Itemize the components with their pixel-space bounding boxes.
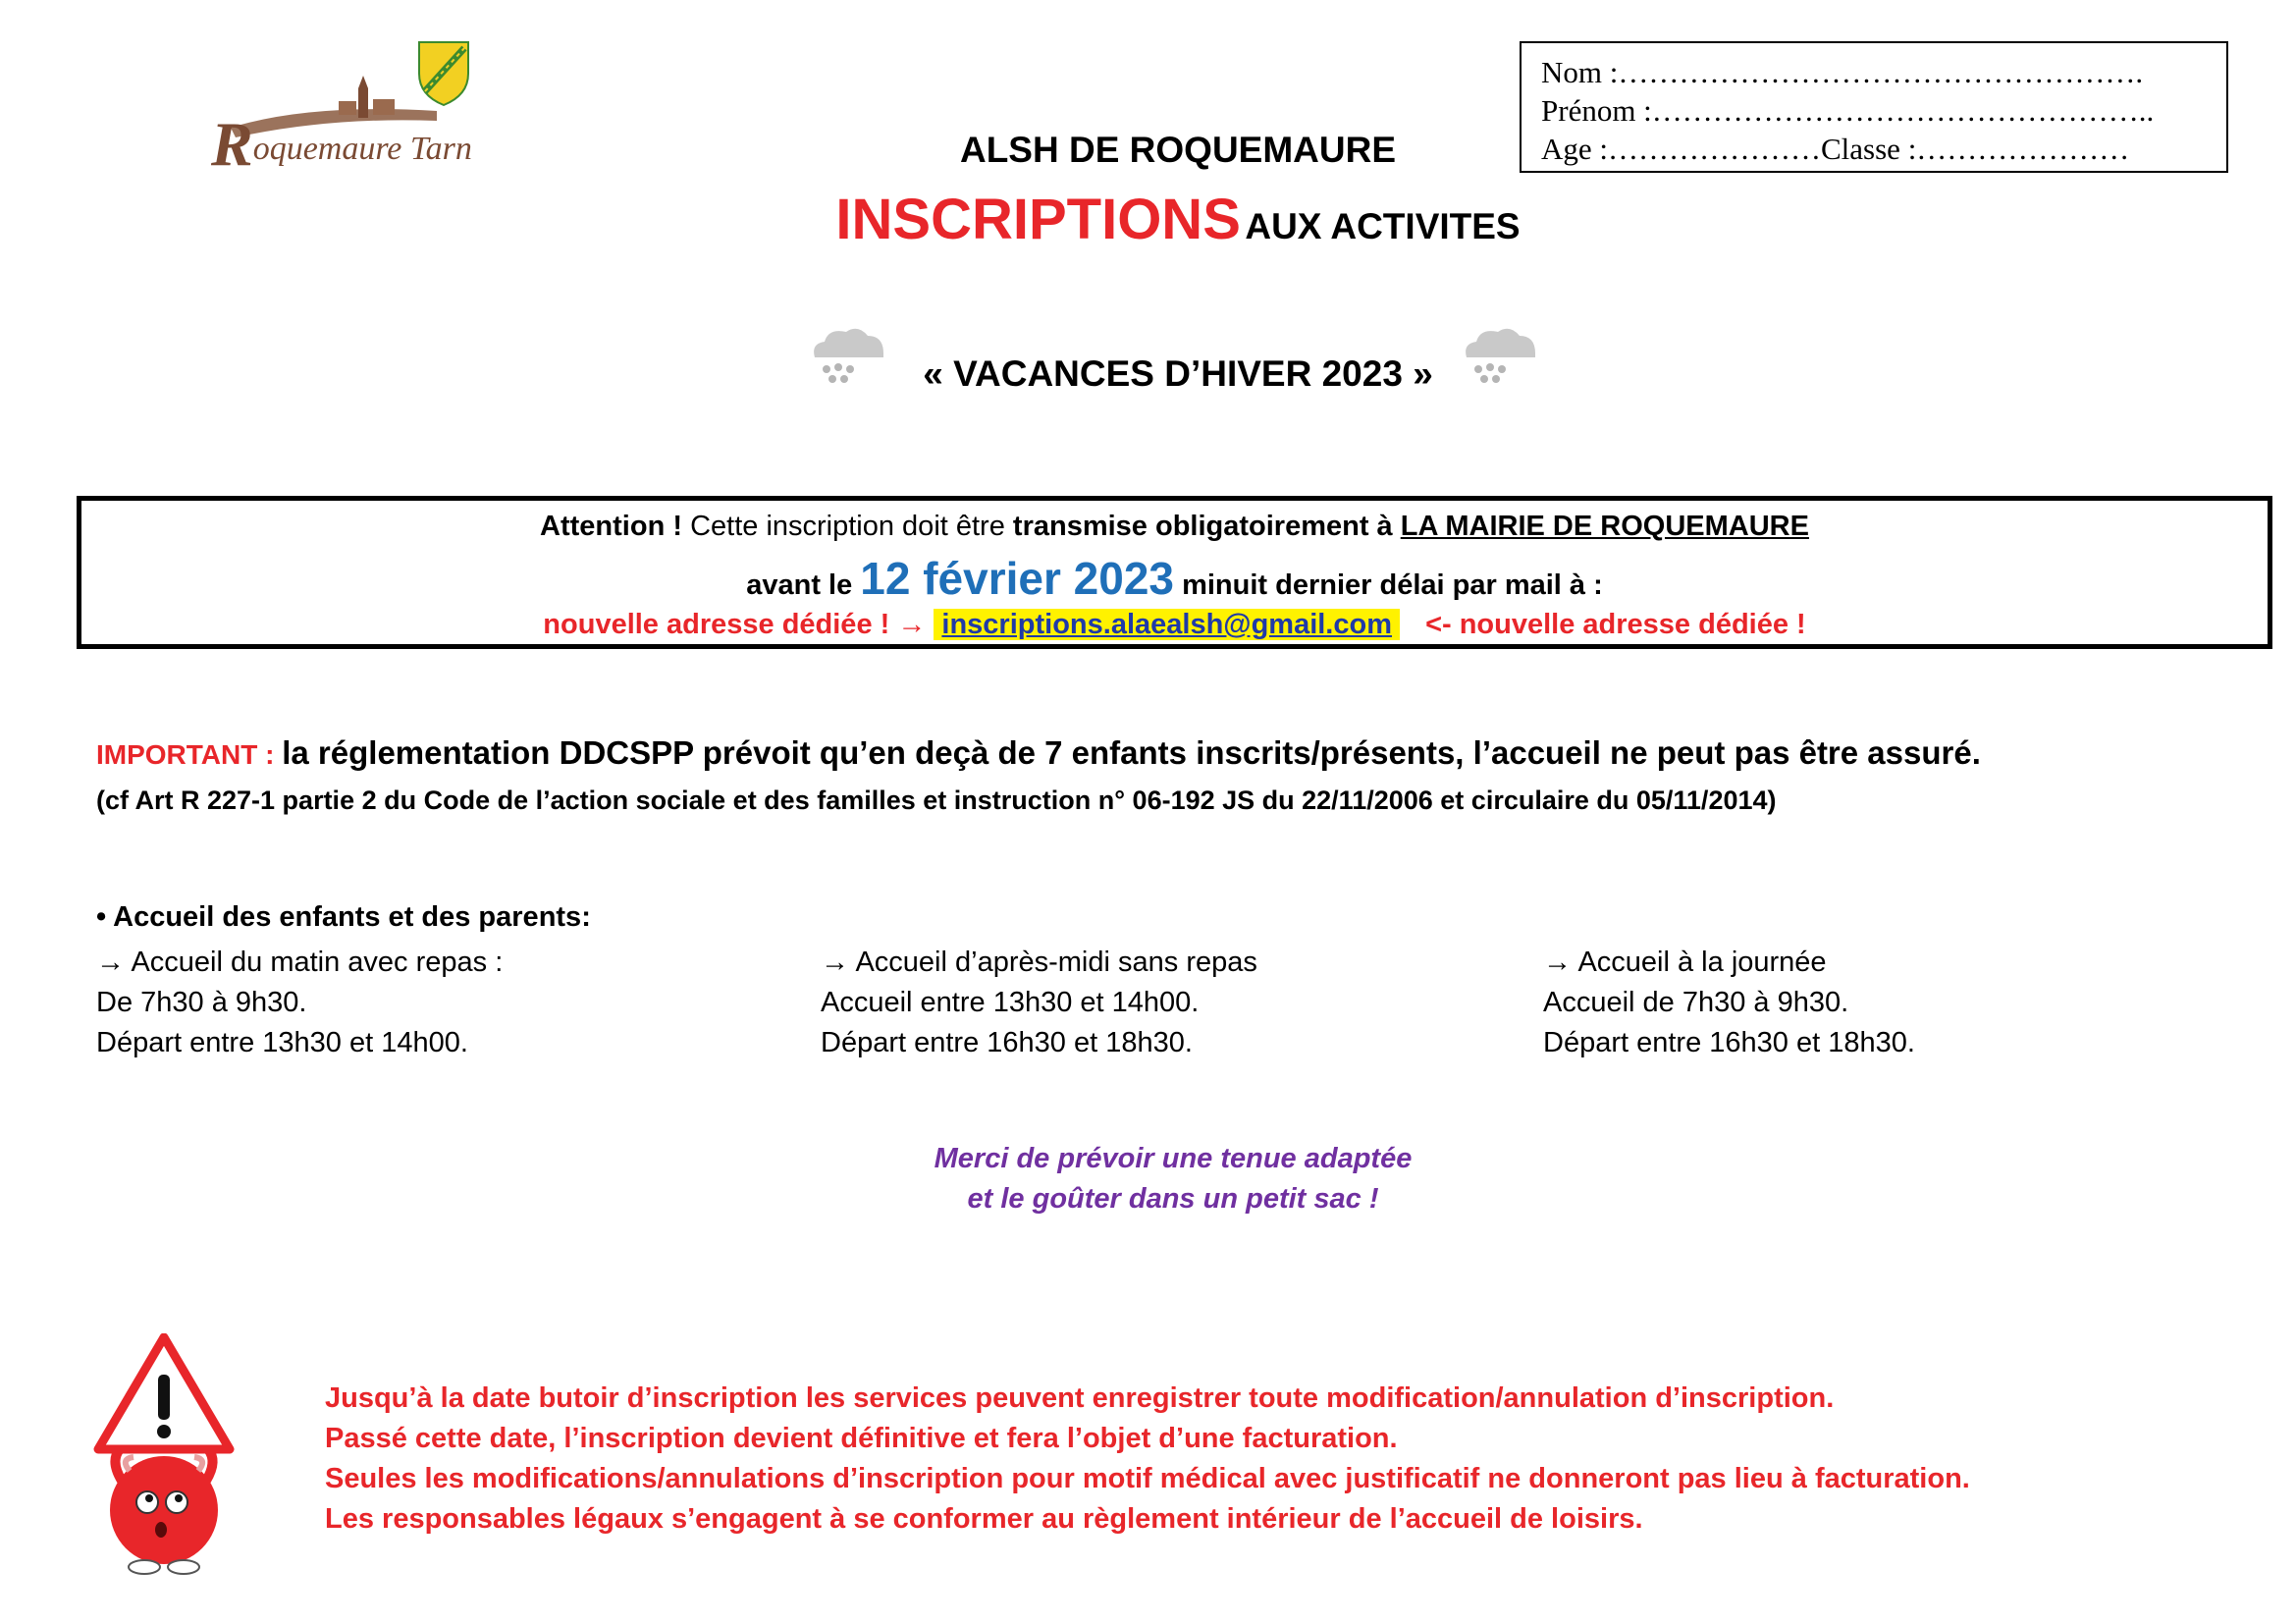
important-notice <box>96 734 1981 772</box>
first-name-field[interactable]: Prénom :………………………………………….. <box>1541 93 2155 128</box>
email-link[interactable]: inscriptions.alaealsh@gmail.com <box>934 609 1400 640</box>
rule-item: Seules les modifications/annulations d’inscription pour motif médical avec justificatif ne donneront pas lieu à facturation. <box>325 1463 1970 1494</box>
important-text: la réglementation DDCSPP prévoit qu’en deçà de 7 enfants inscrits/présents, l’accueil ne peut pas être assuré. <box>282 734 1981 771</box>
warning-mascot-icon <box>90 1333 238 1579</box>
main-title <box>589 187 1767 252</box>
name-field[interactable]: Nom :……………………………………………. <box>1541 55 2144 89</box>
accueil-column-day: → Accueil à la journée Accueil de 7h30 à 9h30. Départ entre 16h30 et 18h30. <box>1543 947 1915 1058</box>
rule-item: Passé cette date, l’inscription devient définitive et fera l’objet d’une facturation. <box>325 1423 1398 1454</box>
rule-item: Les responsables légaux s’engagent à se conformer au règlement intérieur de l’accueil de loisirs. <box>325 1503 1643 1535</box>
town-crest-logo-icon <box>191 34 486 179</box>
age-class-field[interactable]: Age :…………………Classe :………………… <box>1541 132 2130 166</box>
important-label: IMPORTANT : <box>96 739 283 770</box>
main-title-big: INSCRIPTIONS <box>835 188 1241 251</box>
rules-list <box>325 1379 1970 1540</box>
deadline-date: 12 février 2023 <box>860 553 1175 604</box>
logo-text: Roquemaure Tarn <box>211 109 472 179</box>
accueil-column-afternoon: → Accueil d’après-midi sans repas Accueil entre 13h30 et 14h00. Départ entre 16h30 et 18h30. <box>821 947 1257 1058</box>
attention-line-3: nouvelle adresse dédiée ! → inscriptions.alaealsh@gmail.com <- nouvelle adresse dédiée ! <box>543 609 1806 640</box>
important-reference: (cf Art R 227-1 partie 2 du Code de l’action sociale et des familles et instruction n° 06-192 JS du 22/11/2006 et circulaire du 05/11/2014) <box>96 785 1777 815</box>
main-title-small: AUX ACTIVITES <box>1245 206 1521 246</box>
accueil-title: • Accueil des enfants et des parents: <box>96 901 591 933</box>
identity-box <box>1520 41 2228 173</box>
org-title: ALSH DE ROQUEMAURE <box>959 130 1397 170</box>
accueil-column-morning: → Accueil du matin avec repas : De 7h30 à 9h30. Départ entre 13h30 et 14h00. <box>96 947 504 1058</box>
snow-cloud-icon <box>1459 324 1539 389</box>
season-title: « VACANCES D’HIVER 2023 » <box>923 353 1433 394</box>
attention-box <box>77 496 2272 649</box>
attention-line-2: avant le 12 février 2023 minuit dernier délai par mail à : <box>746 553 1603 604</box>
rule-item: Jusqu’à la date butoir d’inscription les services peuvent enregistrer toute modification/annulation d’inscription. <box>325 1382 1835 1414</box>
merci-note: Merci de prévoir une tenue adaptée et le goûter dans un petit sac ! <box>934 1143 1413 1215</box>
mairie-name: LA MAIRIE DE ROQUEMAURE <box>1400 511 1809 542</box>
attention-line-1: Attention ! Cette inscription doit être transmise obligatoirement à LA MAIRIE DE ROQUEMAURE <box>540 511 1809 542</box>
